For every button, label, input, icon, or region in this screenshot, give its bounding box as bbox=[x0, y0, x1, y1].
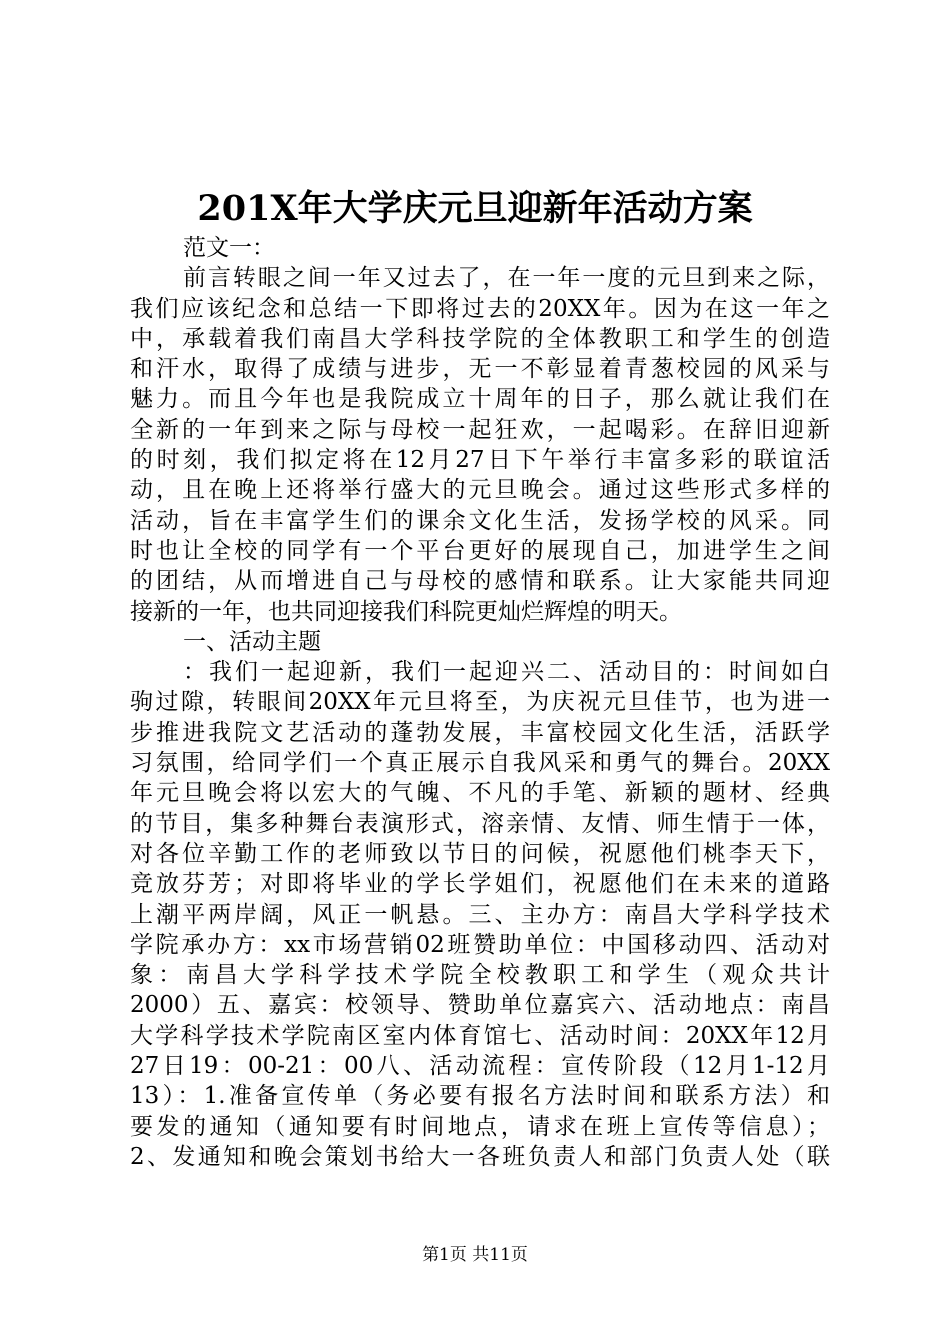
body-line: 大学科学技术学院南区室内体育馆七、活动时间：20XX年12月 bbox=[130, 1022, 830, 1049]
document-body bbox=[130, 233, 830, 1172]
body-line: 动，且在晚上还将举行盛大的元旦晚会。通过这些形式多样的 bbox=[130, 477, 830, 504]
body-line: 上潮平两岸阔，风正一帆悬。三、主办方：南昌大学科学技术 bbox=[130, 901, 830, 928]
body-line: ：我们一起迎新，我们一起迎兴二、活动目的：时间如白 bbox=[183, 659, 830, 686]
body-line: 2、发通知和晚会策划书给大一各班负责人和部门负责人处（联 bbox=[130, 1143, 830, 1170]
body-line: 驹过隙，转眼间20XX年元旦将至，为庆祝元旦佳节，也为进一 bbox=[130, 689, 830, 716]
body-line: 年元旦晚会将以宏大的气魄、不凡的手笔、新颖的题材、经典 bbox=[130, 780, 830, 807]
body-line: 范文一： bbox=[183, 235, 275, 261]
body-line: 步推进我院文艺活动的蓬勃发展，丰富校园文化生活，活跃学 bbox=[130, 719, 830, 746]
page-footer: 第1页 共11页 bbox=[422, 1245, 528, 1265]
document-title: 201X年大学庆元旦迎新年活动方案 bbox=[197, 188, 753, 229]
body-line: 习氛围，给同学们一个真正展示自我风采和勇气的舞台。20XX bbox=[130, 750, 830, 777]
body-line: 的节目，集多种舞台表演形式，溶亲情、友情、师生情于一体， bbox=[130, 810, 830, 837]
body-line: 13）：1.准备宣传单（务必要有报名方法时间和联系方法）和 bbox=[130, 1083, 830, 1110]
body-line: 中，承载着我们南昌大学科技学院的全体教职工和学生的创造 bbox=[130, 325, 830, 352]
body-line: 时也让全校的同学有一个平台更好的展现自己，加进学生之间 bbox=[130, 537, 830, 564]
body-line: 接新的一年，也共同迎接我们科院更灿烂辉煌的明天。 bbox=[130, 598, 682, 625]
body-line: 2000）五、嘉宾：校领导、赞助单位嘉宾六、活动地点：南昌 bbox=[130, 992, 830, 1019]
body-line: 魅力。而且今年也是我院成立十周年的日子，那么就让我们在 bbox=[130, 386, 830, 413]
body-line: 和汗水，取得了成绩与进步，无一不彰显着青葱校园的风采与 bbox=[130, 356, 830, 383]
body-line: 一、活动主题 bbox=[183, 628, 321, 655]
body-line: 学院承办方：xx市场营销02班赞助单位：中国移动四、活动对 bbox=[130, 931, 830, 958]
body-line: 要发的通知（通知要有时间地点，请求在班上宣传等信息）； bbox=[130, 1113, 830, 1140]
body-line: 对各位辛勤工作的老师致以节日的问候，祝愿他们桃李天下， bbox=[130, 840, 830, 867]
body-line: 的时刻，我们拟定将在12月27日下午举行丰富多彩的联谊活 bbox=[130, 447, 830, 474]
body-line: 象：南昌大学科学技术学院全校教职工和学生（观众共计 bbox=[130, 962, 830, 989]
body-line: 竞放芬芳；对即将毕业的学长学姐们，祝愿他们在未来的道路 bbox=[130, 871, 830, 898]
body-line: 全新的一年到来之际与母校一起狂欢，一起喝彩。在辞旧迎新 bbox=[130, 416, 830, 443]
body-line: 前言转眼之间一年又过去了，在一年一度的元旦到来之际， bbox=[183, 265, 830, 292]
body-line: 我们应该纪念和总结一下即将过去的20XX年。因为在这一年之 bbox=[130, 295, 830, 322]
body-line: 活动，旨在丰富学生们的课余文化生活，发扬学校的风采。同 bbox=[130, 507, 830, 534]
body-line: 27日19：00-21：00八、活动流程：宣传阶段（12月1-12月 bbox=[130, 1053, 830, 1080]
body-line: 的团结，从而增进自己与母校的感情和联系。让大家能共同迎 bbox=[130, 568, 830, 595]
